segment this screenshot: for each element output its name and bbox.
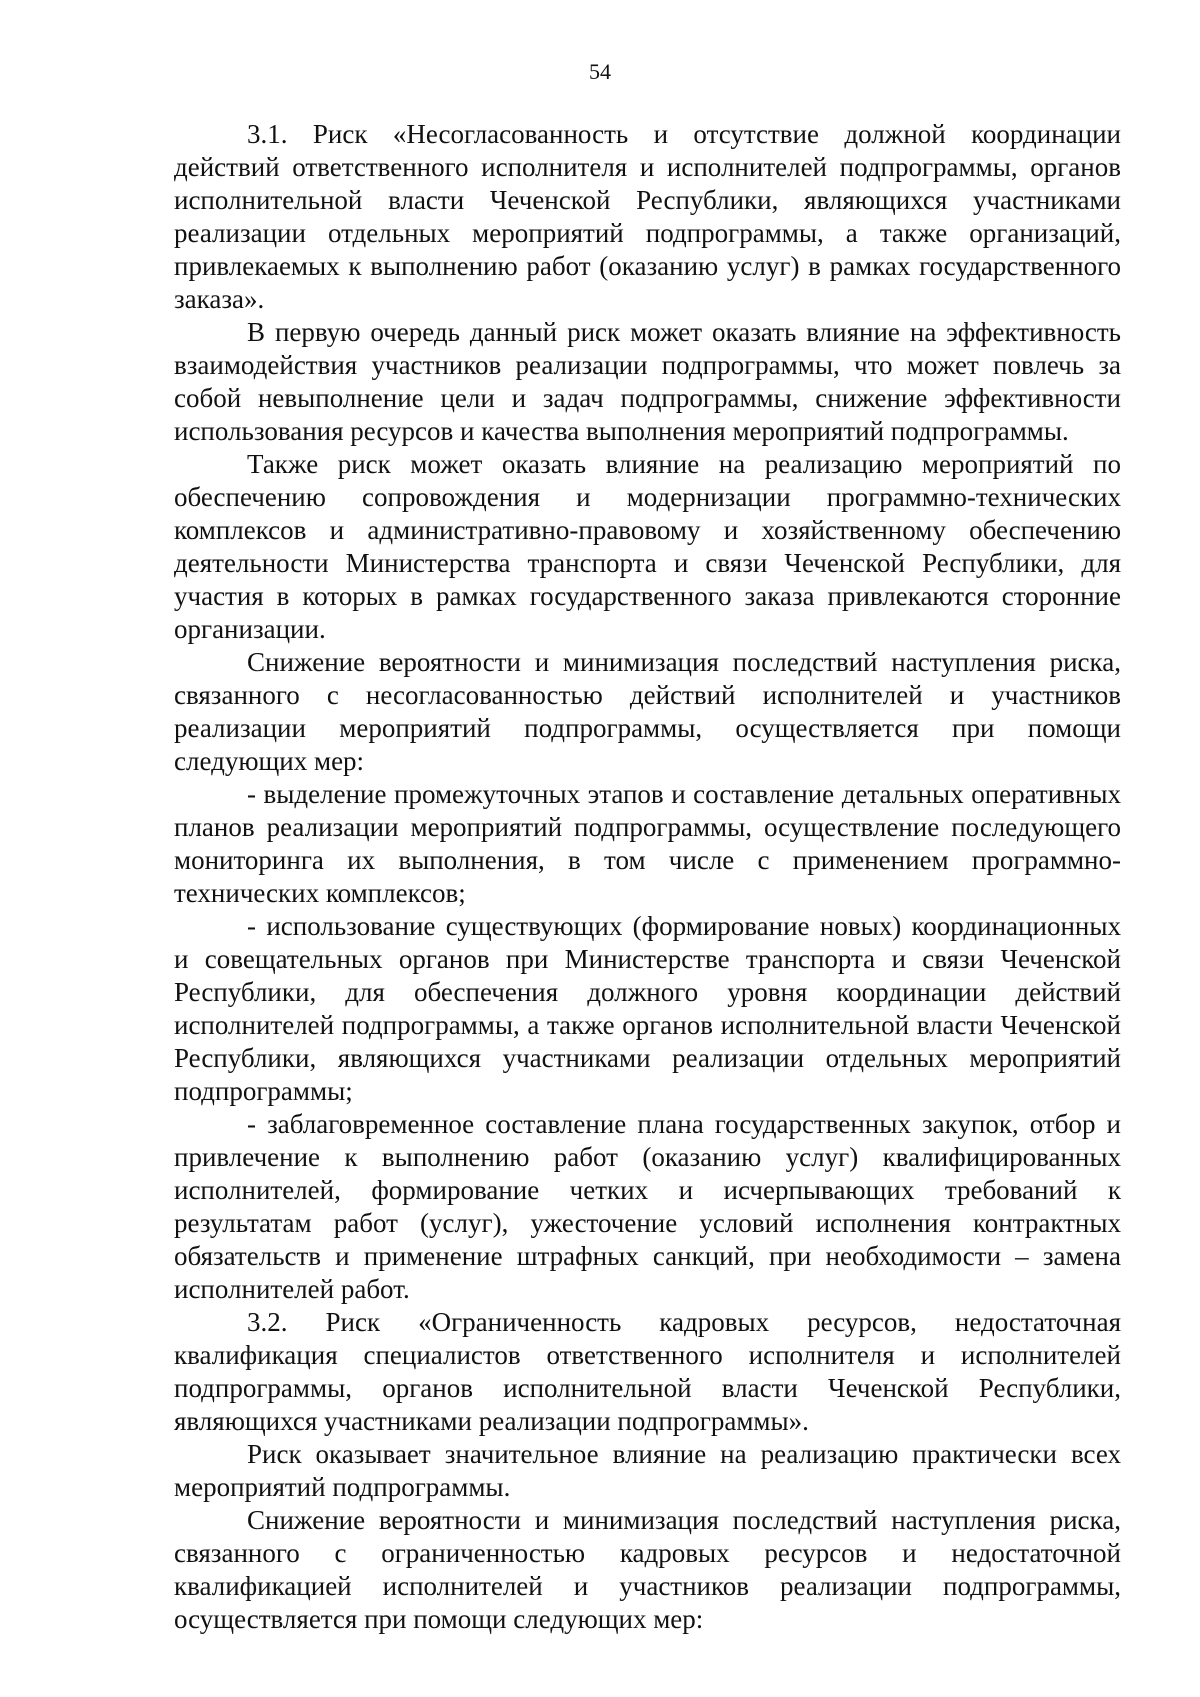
page-number: 54 xyxy=(589,59,611,84)
paragraph-mitigation-intro: Снижение вероятности и минимизация последствий наступления риска, связанного с несогласованностью действий исполнителей и участников реализации мероприятий подпрограммы, осуществляется при помощи следующих мер: xyxy=(174,647,1121,776)
paragraph-risk-also: Также риск может оказать влияние на реализацию мероприятий по обеспечению сопровождения и модернизации программно-технических комплексов и административно-правовому и хозяйственному обеспечению деятельности Министерства транспорта и связи Чеченской Республики, для участия в которых в рамках государственного заказа привлекаются сторонние организации. xyxy=(174,449,1121,644)
list-item-coordination: - использование существующих (формирование новых) координационных и совещательных органов при Министерстве транспорта и связи Чеченской Республики, для обеспечения должного уровня координации действий исполнителей подпрограммы, а также органов исполнительной власти Чеченской Республики, являющихся участниками реализации отдельных мероприятий подпрограммы; xyxy=(174,911,1121,1106)
paragraph-risk-influence: В первую очередь данный риск может оказать влияние на эффективность взаимодействия участников реализации подпрограммы, что может повлечь за собой невыполнение цели и задач подпрограммы, снижение эффективности использования ресурсов и качества выполнения мероприятий подпрограммы. xyxy=(174,317,1121,446)
list-item-stages: - выделение промежуточных этапов и составление детальных оперативных планов реализации мероприятий подпрограммы, осуществление последующего мониторинга их выполнения, в том числе с применением программно-технических комплексов; xyxy=(174,779,1121,908)
paragraph-risk-3-2-title: 3.2. Риск «Ограниченность кадровых ресурсов, недостаточная квалификация специалистов ответственного исполнителя и исполнителей подпрограммы, органов исполнительной власти Чеченской Республики, являющихся участниками реализации подпрограммы». xyxy=(174,1307,1121,1436)
paragraph-risk-3-2-influence: Риск оказывает значительное влияние на реализацию практически всех мероприятий подпрограммы. xyxy=(174,1439,1121,1502)
paragraph-mitigation-intro-2: Снижение вероятности и минимизация последствий наступления риска, связанного с ограниченностью кадровых ресурсов и недостаточной квалификацией исполнителей и участников реализации подпрограммы, осуществляется при помощи следующих мер: xyxy=(174,1505,1121,1634)
document-body xyxy=(174,118,1121,1636)
paragraph-risk-3-1-title: 3.1. Риск «Несогласованность и отсутствие должной координации действий ответственного исполнителя и исполнителей подпрограммы, органов исполнительной власти Чеченской Республики, являющихся участниками реализации отдельных мероприятий подпрограммы, а также организаций, привлекаемых к выполнению работ (оказанию услуг) в рамках государственного заказа». xyxy=(174,119,1121,314)
list-item-procurement: - заблаговременное составление плана государственных закупок, отбор и привлечение к выполнению работ (оказанию услуг) квалифицированных исполнителей, формирование четких и исчерпывающих требований к результатам работ (услуг), ужесточение условий исполнения контрактных обязательств и применение штрафных санкций, при необходимости – замена исполнителей работ. xyxy=(174,1109,1121,1304)
